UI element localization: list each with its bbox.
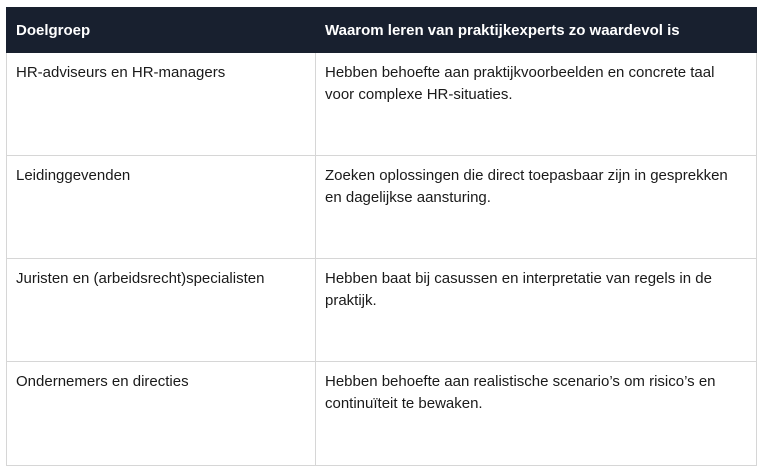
table-row	[7, 259, 757, 362]
cell-waarom: Hebben behoefte aan praktijkvoorbeelden en concrete taal voor complexe HR-situaties.	[316, 53, 757, 156]
header-waarom: Waarom leren van praktijkexperts zo waardevol is	[316, 8, 757, 53]
header-doelgroep: Doelgroep	[7, 8, 316, 53]
cell-waarom: Hebben behoefte aan realistische scenario’s om risico’s en continuïteit te bewaken.	[316, 362, 757, 466]
table-row	[7, 156, 757, 259]
cell-doelgroep: Ondernemers en directies	[7, 362, 316, 466]
cell-doelgroep: Juristen en (arbeidsrecht)specialisten	[7, 259, 316, 362]
cell-waarom: Zoeken oplossingen die direct toepasbaar zijn in gesprekken en dagelijkse aansturing.	[316, 156, 757, 259]
cell-doelgroep: HR-adviseurs en HR-managers	[7, 53, 316, 156]
cell-doelgroep: Leidinggevenden	[7, 156, 316, 259]
table-header-row	[7, 8, 757, 53]
target-audience-table-container	[6, 7, 756, 466]
target-audience-table	[6, 7, 757, 466]
cell-waarom: Hebben baat bij casussen en interpretatie van regels in de praktijk.	[316, 259, 757, 362]
table-row	[7, 53, 757, 156]
table-row	[7, 362, 757, 466]
